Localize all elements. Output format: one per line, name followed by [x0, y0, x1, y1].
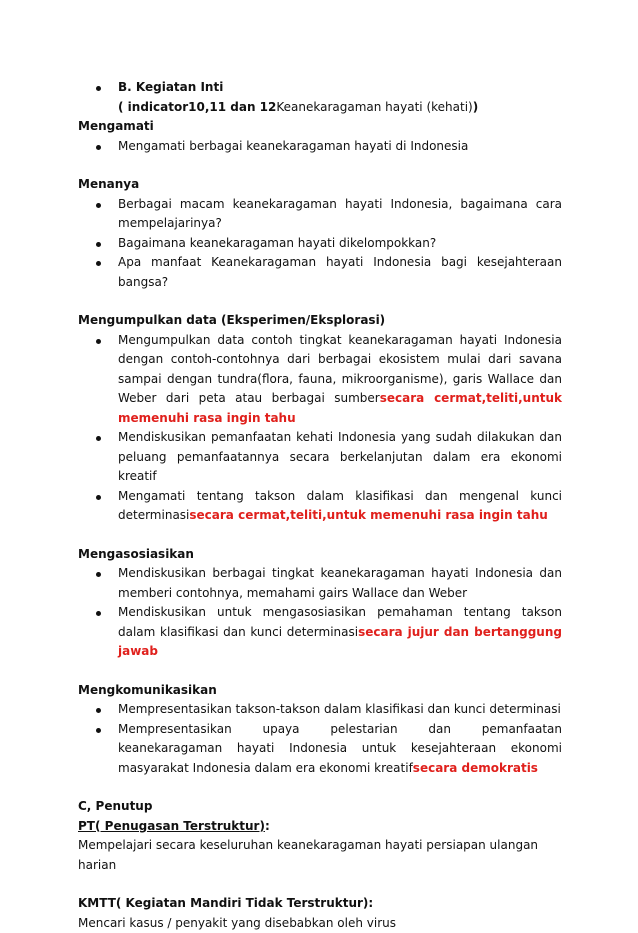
list-item: [78, 428, 562, 487]
menanya-list: [78, 195, 562, 293]
indicator-label: ( indicator10,11 dan 12: [118, 100, 276, 114]
list-item: [78, 331, 562, 429]
kegiatan-inti-list: [78, 78, 562, 98]
item-text: Mengumpulkan data contoh tingkat keanekaragaman hayati Indonesia dengan contoh-contohnya dari berbagai ekosistem mulai dari savana sampai dengan tundra(flora, fauna, mikroorganisme), garis Wallace dan Weber dari peta atau berbagai sumber: [118, 333, 562, 406]
mengumpulkan-heading: Mengumpulkan data (Eksperimen/Eksplorasi): [78, 311, 562, 331]
item-text: Mempresentasikan takson-takson dalam klasifikasi dan kunci determinasi: [118, 702, 561, 716]
mengkomunikasikan-list: [78, 700, 562, 778]
item-text: Mengamati tentang takson dalam klasifikasi dan mengenal kunci determinasi: [118, 489, 562, 523]
kegiatan-inti-title-text: B. Kegiatan Inti: [118, 80, 223, 94]
list-item: Berbagai macam keanekaragaman hayati Indonesia, bagaimana cara mempelajarinya?: [78, 195, 562, 234]
indicator-topic: Keanekaragaman hayati (kehati): [276, 100, 472, 114]
list-item: [78, 720, 562, 779]
list-item: [78, 700, 562, 720]
list-item: Apa manfaat Keanekaragaman hayati Indonesia bagi kesejahteraan bangsa?: [78, 253, 562, 292]
item-text: Mendiskusikan berbagai tingkat keanekaragaman hayati Indonesia dan memberi contohnya, memahami gairs Wallace dan Weber: [118, 566, 562, 600]
pt-heading: PT( Penugasan Terstruktur): [78, 819, 265, 833]
penutup-heading: C, Penutup: [78, 797, 562, 817]
mengasosiasikan-list: [78, 564, 562, 662]
mengamati-list: [78, 137, 562, 157]
item-text: Mendiskusikan pemanfaatan kehati Indonesia yang sudah dilakukan dan peluang pemanfaatannya secara berkelanjutan dalam era ekonomi kreatif: [118, 430, 562, 483]
pt-text: Mempelajari secara keseluruhan keanekaragaman hayati persiapan ulangan harian: [78, 836, 562, 875]
mengumpulkan-list: [78, 331, 562, 526]
indicator-close: ): [473, 100, 478, 114]
kegiatan-inti-title: [78, 78, 562, 98]
list-item: [78, 564, 562, 603]
emphasis-text: secara cermat,teliti,untuk memenuhi rasa ingin tahu: [118, 391, 562, 425]
item-text: Mendiskusikan untuk mengasosiasikan pemahaman tentang takson dalam klasifikasi dan kunci determinasi: [118, 605, 562, 639]
list-item: [78, 603, 562, 662]
item-text: Mempresentasikan upaya pelestarian dan pemanfaatan keanekaragaman hayati Indonesia untuk kesejahteraan ekonomi masyarakat Indonesia dalam era ekonomi kreatif: [118, 722, 562, 775]
mengkomunikasikan-heading: Mengkomunikasikan: [78, 681, 562, 701]
emphasis-text: secara jujur dan bertanggung jawab: [118, 625, 562, 659]
emphasis-text: secara demokratis: [413, 761, 538, 775]
mengasosiasikan-heading: Mengasosiasikan: [78, 545, 562, 565]
mengamati-heading: Mengamati: [78, 117, 562, 137]
indicator-line: [78, 98, 562, 118]
pt-heading-line: [78, 817, 562, 837]
list-item: Bagaimana keanekaragaman hayati dikelompokkan?: [78, 234, 562, 254]
emphasis-text: secara cermat,teliti,untuk memenuhi rasa ingin tahu: [189, 508, 547, 522]
kmtt-text: Mencari kasus / penyakit yang disebabkan oleh virus: [78, 914, 562, 933]
list-item: [78, 487, 562, 526]
list-item: Mengamati berbagai keanekaragaman hayati di Indonesia: [78, 137, 562, 157]
pt-colon: :: [265, 819, 270, 833]
kmtt-heading: KMTT( Kegiatan Mandiri Tidak Terstruktur):: [78, 894, 562, 914]
menanya-heading: Menanya: [78, 175, 562, 195]
